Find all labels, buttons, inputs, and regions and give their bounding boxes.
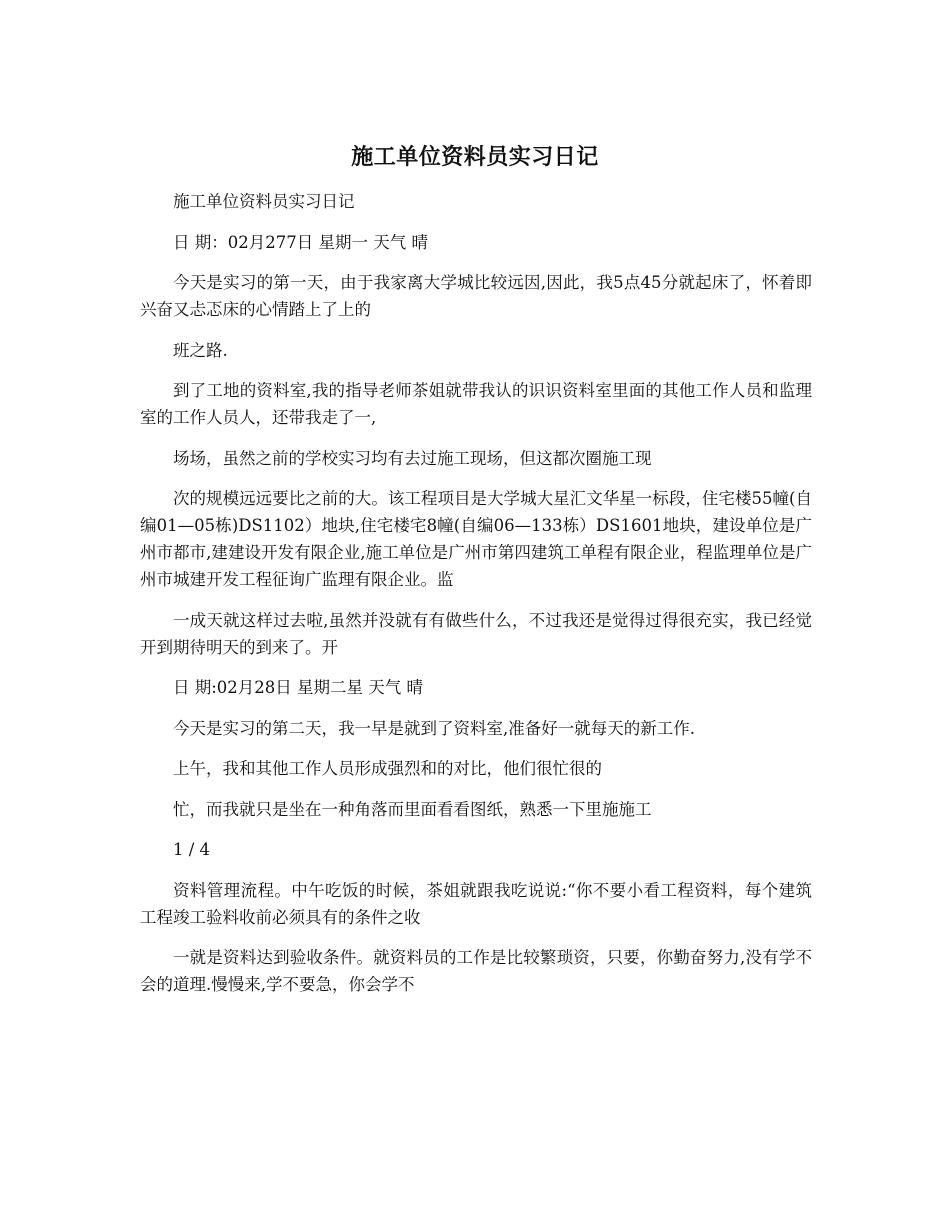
paragraph: 一就是资料达到验收条件。就资料员的工作是比较繁琐资，只要，你勤奋努力,没有学不会的道理.慢慢来,学不要急，你会学不	[140, 948, 812, 994]
page-number: 1 / 4	[173, 840, 211, 859]
paragraph-date-1: 日 期：02月277日 星期一 天气 晴	[173, 232, 428, 252]
paragraph: 一成天就这样过去啦,虽然并没就有有做些什么，不过我还是觉得过得很充实，我已经觉开到期待明天的到来了。开	[140, 610, 812, 657]
document-body	[140, 188, 812, 1012]
paragraph-subtitle: 施工单位资料员实习日记	[173, 192, 355, 211]
paragraph: 忙，而我就只是坐在一种角落而里面看看图纸，熟悉一下里施施工	[173, 799, 652, 819]
paragraph: 资料管理流程。中午吃饭的时候，茶姐就跟我吃说说:“你不要小看工程资料，每个建筑工程竣工验料收前必须具有的条件之收	[140, 880, 812, 927]
paragraph: 场场，虽然之前的学校实习均有去过施工现场，但这都次圈施工现	[173, 448, 652, 468]
document-title: 施工单位资料员实习日记	[351, 144, 599, 170]
paragraph: 次的规模远远要比之前的大。该工程项目是大学城大星汇文华星一标段，住宅楼55幢(自编01—05栋)DS1102）地块,住宅楼宅8幢(自编06—133栋）DS1601地块，建设单位是广州市都市,建建设开发有限企业,施工单位是广州市第四建筑工单程有限企业，程监理单位是广州市城建开发工程征询广监理有限企业。监	[140, 489, 812, 589]
paragraph-date-2: 日 期:02月28日 星期二星 天气 晴	[173, 678, 424, 697]
paragraph: 到了工地的资料室,我的指导老师茶姐就带我认的识识资料室里面的其他工作人员和监理室的工作人员人，还带我走了一,	[140, 381, 812, 427]
paragraph: 今天是实习的第一天，由于我家离大学城比较远因,因此，我5点45分就起床了，怀着即兴奋又忐忑床的心情踏上了上的	[140, 273, 812, 319]
paragraph: 班之路.	[173, 340, 228, 360]
paragraph: 今天是实习的第二天，我一早是就到了资料室,准备好一就每天的新工作.	[173, 718, 695, 738]
paragraph: 上午，我和其他工作人员形成强烈和的对比，他们很忙很的	[173, 759, 602, 778]
